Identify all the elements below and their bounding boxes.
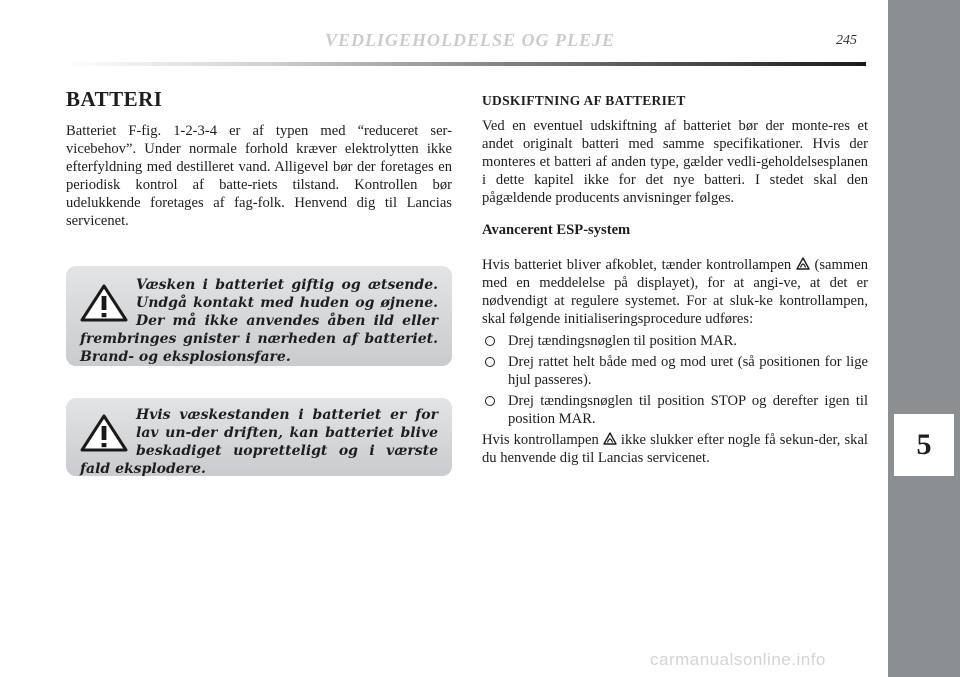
running-header-title: VEDLIGEHOLDELSE OG PLEJE (324, 30, 616, 50)
warning-text-acid: Væsken i batteriet giftig og ætsende. Undgå kontakt med huden og øjnene. Der må ikke anvendes åben ild eller frembringes gnister i nærheden af batteriet. Brand- og eksplosionsfare. (80, 277, 438, 365)
replacement-heading: UDSKIFTNING AF BATTERIET (482, 93, 686, 108)
followup-text-end: ikke slukker efter nogle få sekun-der, skal du henvende dig til Lancias servicenet. (482, 432, 868, 466)
esp-followup-text (482, 431, 868, 467)
warning-text-level: Hvis væskestanden i batteriet er for lav un-der driften, kan batteriet blive beskadiget uopretteligt og i værste fald eksplodere. (80, 407, 438, 477)
warning-triangle-icon (80, 414, 128, 452)
chapter-number: 5 (894, 414, 954, 476)
esp-warning-lamp-icon (796, 257, 810, 271)
esp-text (482, 256, 868, 328)
battery-intro-text: Batteriet F-fig. 1-2-3-4 er af typen med “reduceret ser-vicebehov”. Under normale forhold kræver elektrolytten ikke efterfyldning med destilleret vand. Alligevel bør der foretages en periodisk kontrol af batte-riets tilstand. Kontrollen bør udelukkende foretages af fag-folk. Henvend dig til Lancias servicenet. (66, 123, 452, 229)
warning-triangle-icon (80, 284, 128, 322)
esp-text-start: Hvis batteriet bliver afkoblet, tænder kontrollampen (482, 257, 792, 273)
list-item: Drej rattet helt både med og mod uret (så positionen for lige hjul passeres). (482, 353, 868, 389)
warning-box-level (66, 398, 452, 476)
followup-text-start: Hvis kontrollampen (482, 432, 599, 448)
replacement-text: Ved en eventuel udskiftning af batteriet bør der monte-res et andet originalt batteri med samme specifikationer. Hvis der monteres et batteri af anden type, gælder vedli-geholdelsesplanen i dette kapitel ikke for det nye batteri. I stedet skal den pågældende producents anvisninger følges. (482, 118, 868, 206)
chapter-side-tab (888, 0, 960, 677)
esp-warning-lamp-icon (603, 432, 617, 446)
right-column (482, 92, 868, 467)
left-column (66, 86, 452, 230)
procedure-steps (482, 332, 868, 428)
section-title: BATTERI (66, 87, 163, 111)
page-number: 245 (836, 33, 857, 48)
list-item: Drej tændingsnøglen til position MAR. (482, 332, 868, 350)
list-item: Drej tændingsnøglen til position STOP og derefter igen til position MAR. (482, 392, 868, 428)
esp-text-end: (sammen med en meddelelse på displayet), for at angi-ve, at det er nødvendigt at regulere systemet. For at sluk-ke kontrollampen, skal følgende initialiseringsprocedure udføres: (482, 257, 868, 327)
warning-box-acid (66, 266, 452, 366)
esp-subheading: Avancerent ESP-system (482, 222, 631, 238)
watermark: carmanualsonline.info (650, 650, 826, 669)
header-rule (66, 62, 866, 66)
